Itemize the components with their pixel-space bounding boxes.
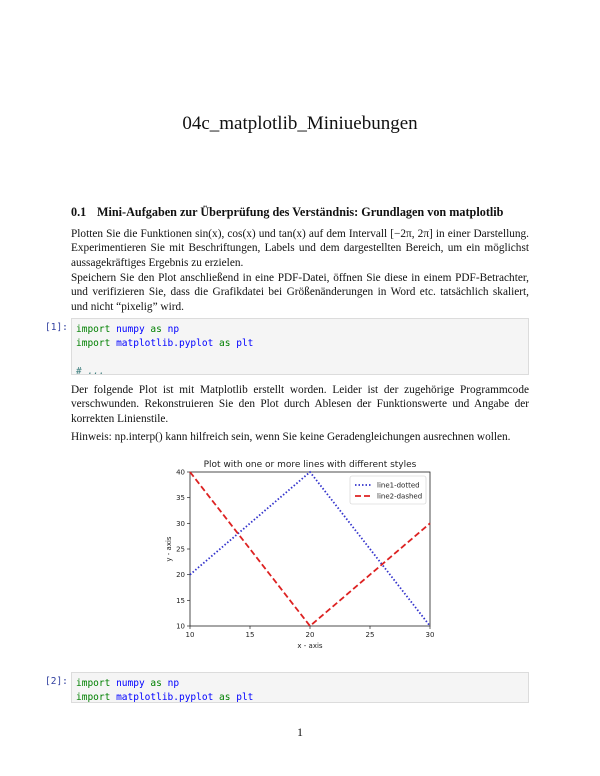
y-tick-label: 40 <box>176 468 185 477</box>
x-tick-label: 20 <box>305 631 315 639</box>
page-number: 1 <box>297 725 303 739</box>
y-tick-label: 20 <box>176 571 185 580</box>
paragraph-task-2: Speichern Sie den Plot anschließend in eine PDF-Datei, öffnen Sie diese in einem PDF-Betrachter, und verifizieren Sie, dass die Grafikdatei bei Größenänderungen in Word etc. tatsächlich skaliert, und nicht “pixelig” wird. <box>71 272 529 313</box>
x-tick-label: 15 <box>245 631 255 639</box>
paragraph-plot-task: Der folgende Plot ist mit Matplotlib erstellt worden. Leider ist der zugehörige Programmcode verschwunden. Rekonstruieren Sie den Plot durch Ablesen der Funktionswerte und Angabe der korrekten Linienstile. <box>71 384 529 425</box>
paragraph-task-1: Plotten Sie die Funktionen sin(x), cos(x) und tan(x) auf dem Intervall [−2π, 2π] in einer Darstellung. Experimentieren Sie mit Beschriftungen, Labels und dem dargestellten Bereich, um ein möglichst aussagekräftiges Ergebnis zu erzielen. <box>71 228 529 269</box>
section-heading-text: Mini-Aufgaben zur Überprüfung des Verständnis: Grundlagen von matplotlib <box>97 205 504 219</box>
y-tick-label: 15 <box>176 596 185 605</box>
chart-title: Plot with one or more lines with different styles <box>203 460 417 470</box>
cell-2-prompt: [2]: <box>45 676 68 687</box>
legend-label: line1-dotted <box>377 481 420 490</box>
code-cell-2[interactable] <box>71 672 529 703</box>
legend-label: line2-dashed <box>377 492 423 501</box>
y-tick-label: 35 <box>176 494 185 503</box>
code-line: import numpy as np <box>76 324 180 335</box>
section-number: 0.1 <box>71 205 87 219</box>
x-tick-label: 10 <box>185 631 195 639</box>
y-tick-label: 30 <box>176 519 185 528</box>
code-line: import matplotlib.pyplot as plt <box>76 692 254 703</box>
x-tick-label: 30 <box>425 631 435 639</box>
y-tick-label: 25 <box>176 545 185 554</box>
line-chart <box>160 452 450 662</box>
code-comment: # ... <box>76 366 105 377</box>
code-line: import matplotlib.pyplot as plt <box>76 338 254 349</box>
page-title: 04c_matplotlib_Miniuebungen <box>182 113 418 134</box>
y-tick-label: 10 <box>176 622 185 631</box>
code-line <box>76 351 524 365</box>
section-heading <box>71 205 541 220</box>
cell-1-prompt: [1]: <box>45 322 68 333</box>
x-axis-label: x - axis <box>297 642 323 650</box>
code-cell-1[interactable] <box>71 318 529 375</box>
code-line: import numpy as np <box>76 678 180 689</box>
paragraph-hint: Hinweis: np.interp() kann hilfreich sein, wenn Sie keine Geradengleichungen ausrechnen wollen. <box>71 431 511 443</box>
y-axis-label: y - axis <box>165 536 173 562</box>
x-tick-label: 25 <box>365 631 375 639</box>
